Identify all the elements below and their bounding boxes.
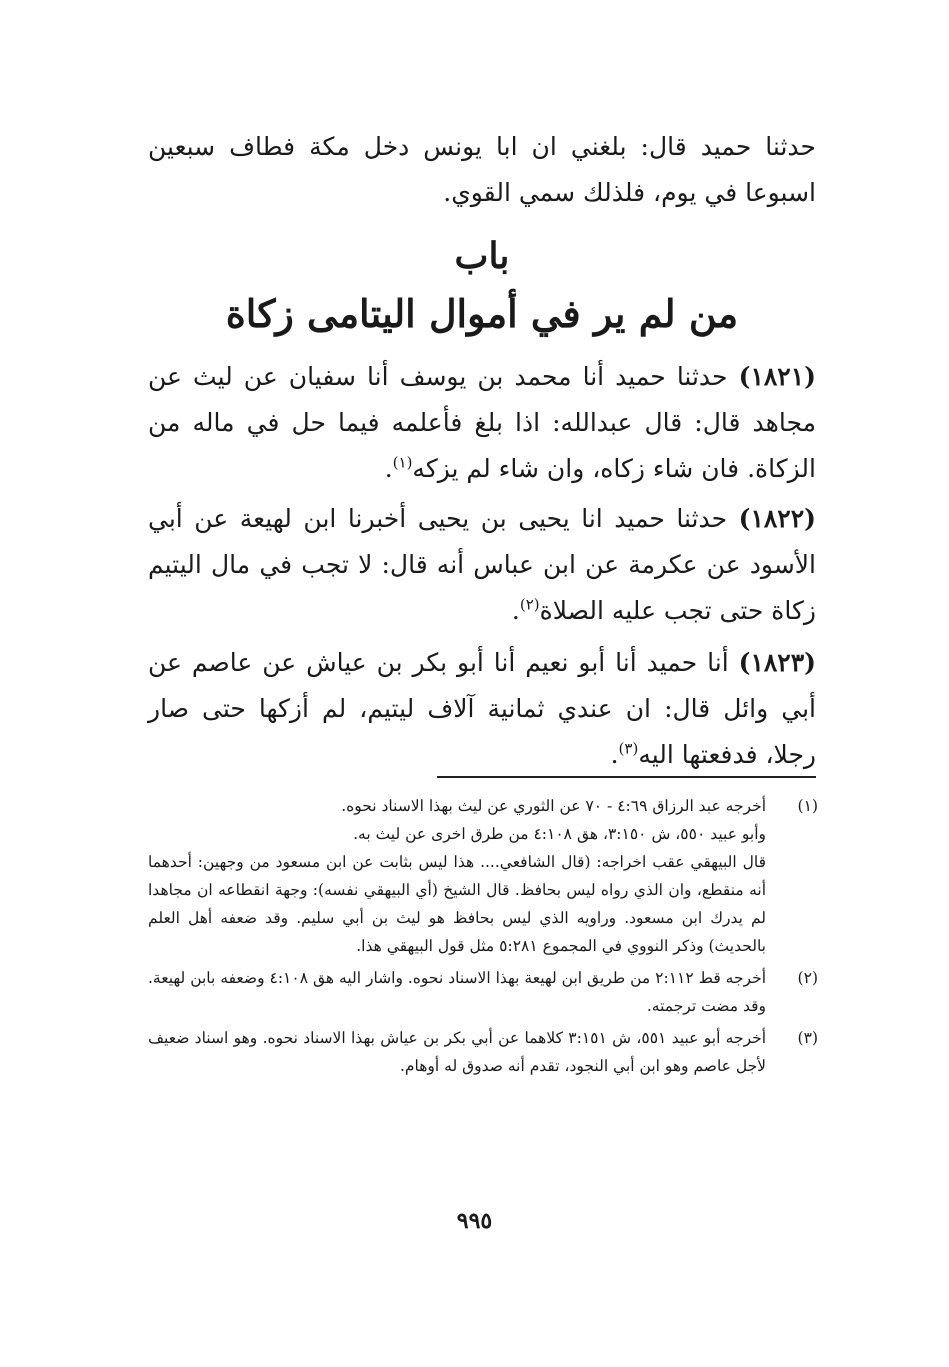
footnote-line: أخرجه أبو عبيد ٥٥١، ش ٣:١٥١ كلاهما عن أبي بكر بن عياش بهذا الاسناد نحوه. وهو اسناد ضعيف لأجل عاصم وهو ابن أبي النجود، تقدم أنه صدوق له أوهام. [148, 1029, 767, 1075]
hadith-number: (١٨٢١) [738, 362, 816, 391]
page-number: ٩٩٥ [456, 1208, 493, 1234]
hadith-number: (١٨٢٣) [738, 648, 816, 677]
footnote-ref: (٣) [618, 739, 639, 758]
footnote-ref: (١) [392, 453, 413, 472]
hadith-1823 [148, 640, 816, 778]
footnote-line: وأبو عبيد ٥٥٠، ش ٣:١٥٠، هق ٤:١٠٨ من طرق اخرى عن ليث به. [353, 825, 766, 843]
footnote-number: (٢) [797, 969, 818, 987]
footnote-1 [148, 792, 818, 960]
intro-paragraph [148, 124, 816, 216]
hadith-number: (١٨٢٢) [738, 504, 816, 533]
footnote-divider [437, 776, 816, 778]
chapter-label [148, 228, 816, 284]
chapter-title-text: من لم ير في أموال اليتامى زكاة [225, 291, 739, 336]
footnote-number: (١) [797, 797, 818, 815]
hadith-1822 [148, 496, 816, 634]
hadith-end: . [384, 454, 393, 483]
footnote-ref: (٢) [519, 595, 540, 614]
hadith-text: حدثنا حميد أنا محمد بن يوسف أنا سفيان عن ليث عن مجاهد قال: قال عبدالله: اذا بلغ فأعلمه فيما حل في ماله من الزكاة. فان شاء زكاه، وان شاء لم يزكه [148, 362, 816, 483]
intro-text: حدثنا حميد قال: بلغني ان ابا يونس دخل مكة فطاف سبعين اسبوعا في يوم، فلذلك سمي القوي. [148, 132, 816, 207]
hadith-text: حدثنا حميد انا يحيى بن يحيى أخبرنا ابن لهيعة عن أبي الأسود عن عكرمة عن ابن عباس أنه قال: لا تجب في مال اليتيم زكاة حتى تجب عليه الصلاة [148, 504, 816, 625]
footnote-line: أخرجه عبد الرزاق ٤:٦٩ - ٧٠ عن الثوري عن ليث بهذا الاسناد نحوه. [341, 797, 766, 815]
footnote-body [148, 1024, 766, 1080]
chapter-label-text: باب [454, 235, 510, 277]
hadith-end: . [610, 740, 619, 769]
footnote-line: قال البيهقي عقب اخراجه: (قال الشافعي.... هذا ليس بثابت عن ابن مسعود من وجهين: أحدهما أنه منقطع، وان الذي رواه ليس بحافظ. قال الشيخ (أي البيهقي نفسه): وجهة انقطاعه ان مجاهدا لم يدرك ابن مسعود. وراويه الذي ليس بحافظ هو ليث بن أبي سليم. وقد ضعفه أهل العلم بالحديث) وذكر النووي في المجموع ٥:٢٨١ مثل قول البيهقي هذا. [148, 853, 766, 955]
footnote-body [148, 792, 766, 960]
footnote-body [148, 964, 766, 1020]
footnote-3 [148, 1024, 818, 1080]
hadith-text: أنا حميد أنا أبو نعيم أنا أبو بكر بن عياش عن عاصم عن أبي وائل قال: ان عندي ثمانية آلاف ليتيم، لم أزكها حتى صار رجلا، فدفعتها اليه [148, 648, 816, 769]
hadith-end: . [511, 596, 520, 625]
footnotes-section [148, 792, 818, 1084]
chapter-title [148, 284, 816, 344]
footnote-2 [148, 964, 818, 1020]
footnote-line: أخرجه قط ٢:١١٢ من طريق ابن لهيعة بهذا الاسناد نحوه. واشار اليه هق ٤:١٠٨ وضعفه بابن لهيعة. وقد مضت ترجمته. [148, 969, 766, 1015]
hadith-1821 [148, 354, 816, 492]
footnote-number: (٣) [797, 1029, 818, 1047]
